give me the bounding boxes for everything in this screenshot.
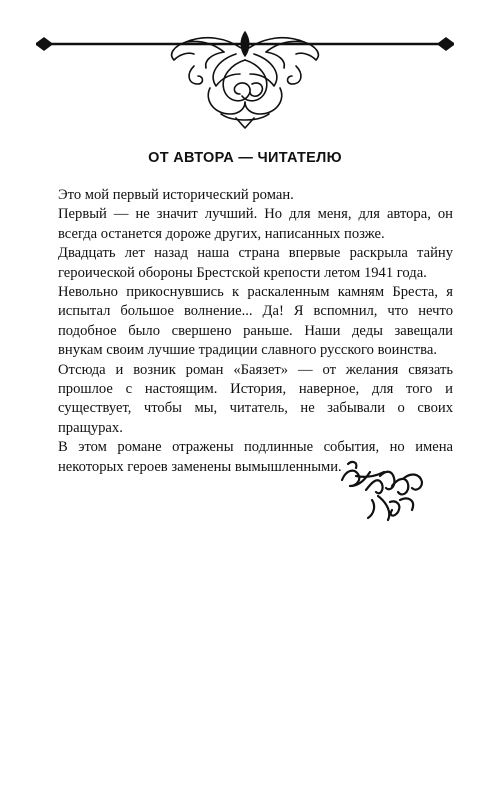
preface-text xyxy=(58,186,453,477)
scroll-ornament-icon xyxy=(36,30,454,130)
paragraph: В этом романе отражены подлинные события, но имена некоторых героев заменены вымышленными. xyxy=(58,439,453,475)
paragraph: Двадцать лет назад наша страна впервые раскрыла тайну героической обороны Брестской крепости летом 1941 года. xyxy=(58,245,453,281)
page-title: ОТ АВТОРА — ЧИТАТЕЛЮ xyxy=(148,150,342,166)
paragraph: Это мой первый исторический роман. xyxy=(58,187,294,203)
paragraph: Первый — не значит лучший. Но для меня, для автора, он всегда останется дороже других, написанных позже. xyxy=(58,206,453,242)
paragraph: Отсюда и возник роман «Баязет» — от желания связать прошлое с настоящим. История, наверное, для того и существует, чтобы мы, читатель, не забывали о своих пращурах. xyxy=(58,361,453,436)
handwritten-signature-icon xyxy=(336,456,428,524)
paragraph: Невольно прикоснувшись к раскаленным камням Бреста, я испытал большое волнение... Да! Я вспомнил, что нечто подобное было свершено раньше. Наши деды завещали внукам своим лучшие традиции славного русского воинства. xyxy=(58,284,453,359)
